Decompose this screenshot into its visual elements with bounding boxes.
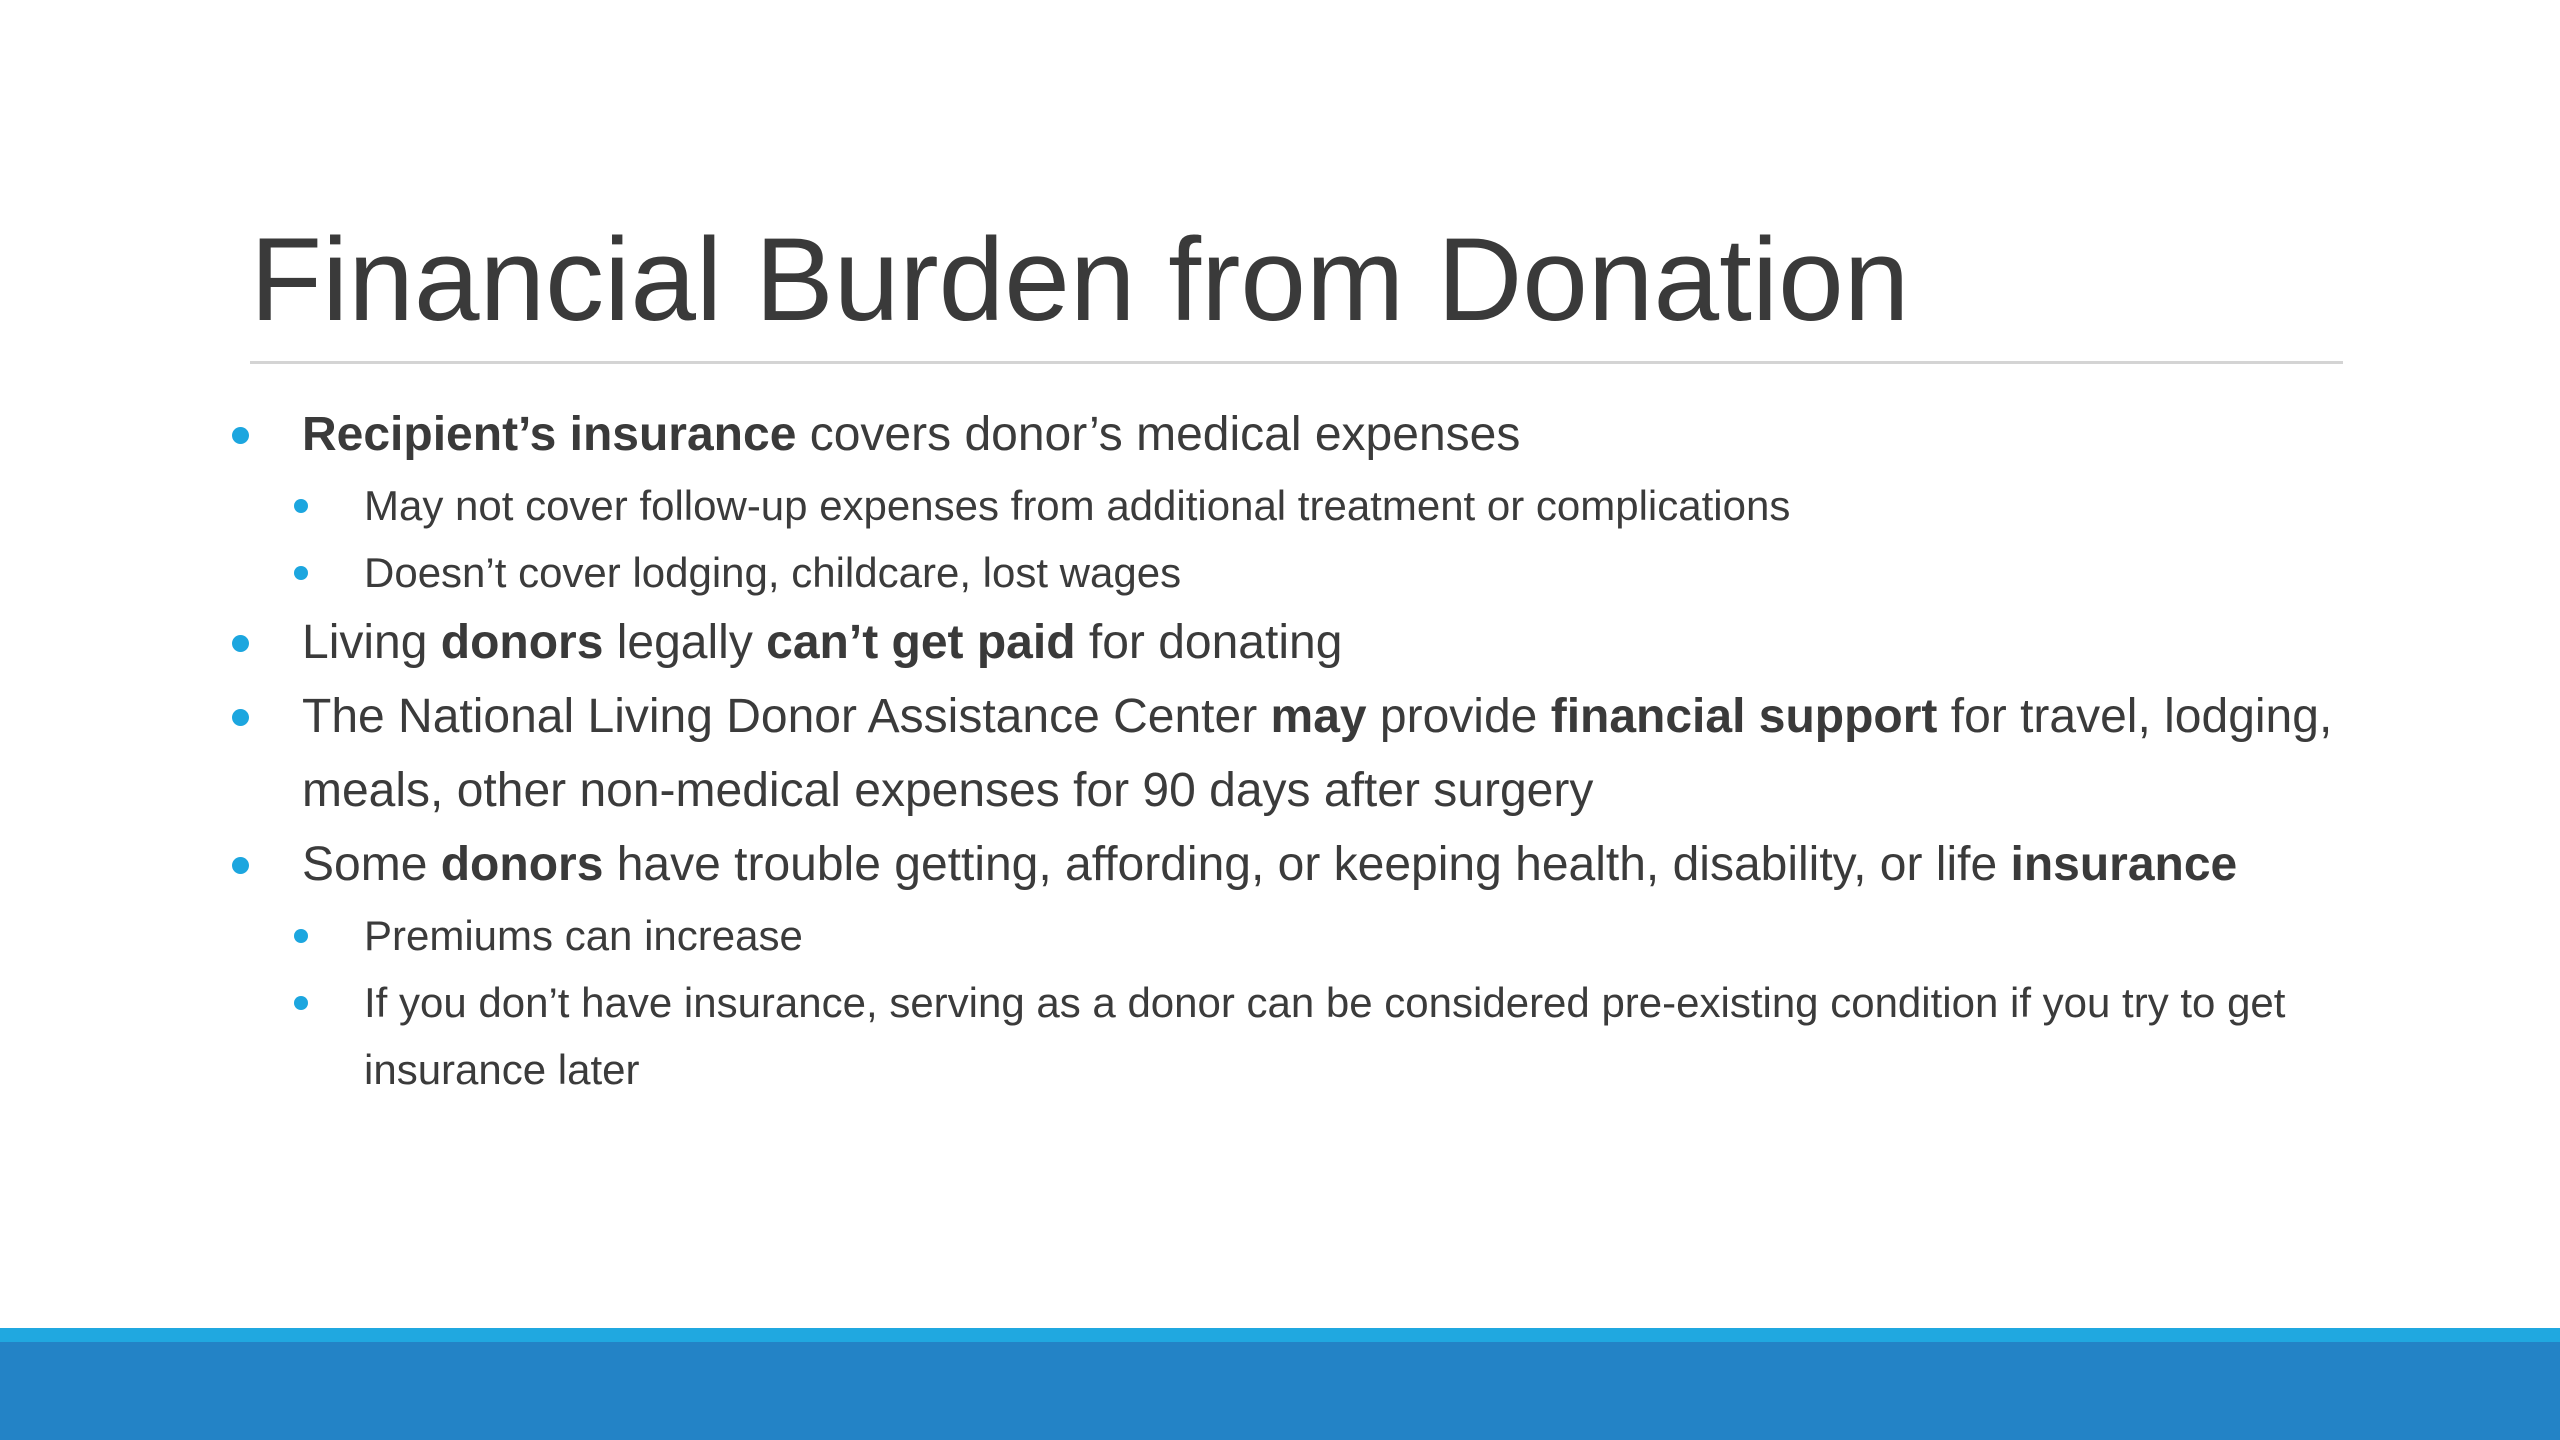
sub-bullet-item <box>230 969 2360 1103</box>
slide-title: Financial Burden from Donation <box>250 214 1910 346</box>
bullet-dot-icon <box>294 566 308 580</box>
bullet-text: If you don’t have insurance, serving as a donor can be considered pre-existing condition if you try to get insurance later <box>364 979 2286 1093</box>
sub-bullet-item <box>230 902 2360 969</box>
bullet-text: covers donor’s medical expenses <box>796 408 1521 461</box>
bullet-text: for travel, lodging, meals, other non-medical expenses for 90 days after surgery <box>302 690 2333 817</box>
bullet-text: Some <box>302 838 441 891</box>
bullet-text: Living <box>302 616 441 669</box>
bullet-text: Doesn’t cover lodging, childcare, lost wages <box>364 549 1182 596</box>
bullet-item <box>230 680 2360 828</box>
bullet-text: for donating <box>1075 616 1343 669</box>
bullet-text: legally <box>603 616 767 669</box>
bullet-text: May not cover follow-up expenses from additional treatment or complications <box>364 482 1791 529</box>
bullet-text-bold: can’t get paid <box>766 616 1076 669</box>
bullet-text: The National Living Donor Assistance Center <box>302 690 1271 743</box>
bullet-item <box>230 828 2360 902</box>
bullet-text: provide <box>1366 690 1551 743</box>
bullet-text-bold: Recipient’s insurance <box>302 408 797 461</box>
bullet-dot-icon <box>294 996 308 1010</box>
bullet-dot-icon <box>232 709 249 726</box>
bullet-dot-icon <box>232 427 249 444</box>
footer-bar <box>0 1342 2560 1440</box>
bullet-text-bold: donors <box>440 616 604 669</box>
sub-bullet-item <box>230 472 2360 539</box>
bullet-dot-icon <box>294 929 308 943</box>
bullet-text-bold: financial support <box>1550 690 1938 743</box>
bullet-text-bold: insurance <box>2010 838 2238 891</box>
bullet-text: Premiums can increase <box>364 912 803 959</box>
bullet-item <box>230 398 2360 472</box>
bullet-dot-icon <box>232 635 249 652</box>
bullet-list <box>230 398 2360 1103</box>
bullet-text: have trouble getting, affording, or keeping health, disability, or life <box>603 838 2011 891</box>
bullet-text-bold: donors <box>440 838 604 891</box>
bullet-text-bold: may <box>1270 690 1367 743</box>
bullet-item <box>230 606 2360 680</box>
sub-bullet-item <box>230 539 2360 606</box>
bullet-dot-icon <box>232 857 249 874</box>
title-divider <box>250 361 2343 364</box>
footer-accent-line <box>0 1328 2560 1342</box>
bullet-dot-icon <box>294 499 308 513</box>
